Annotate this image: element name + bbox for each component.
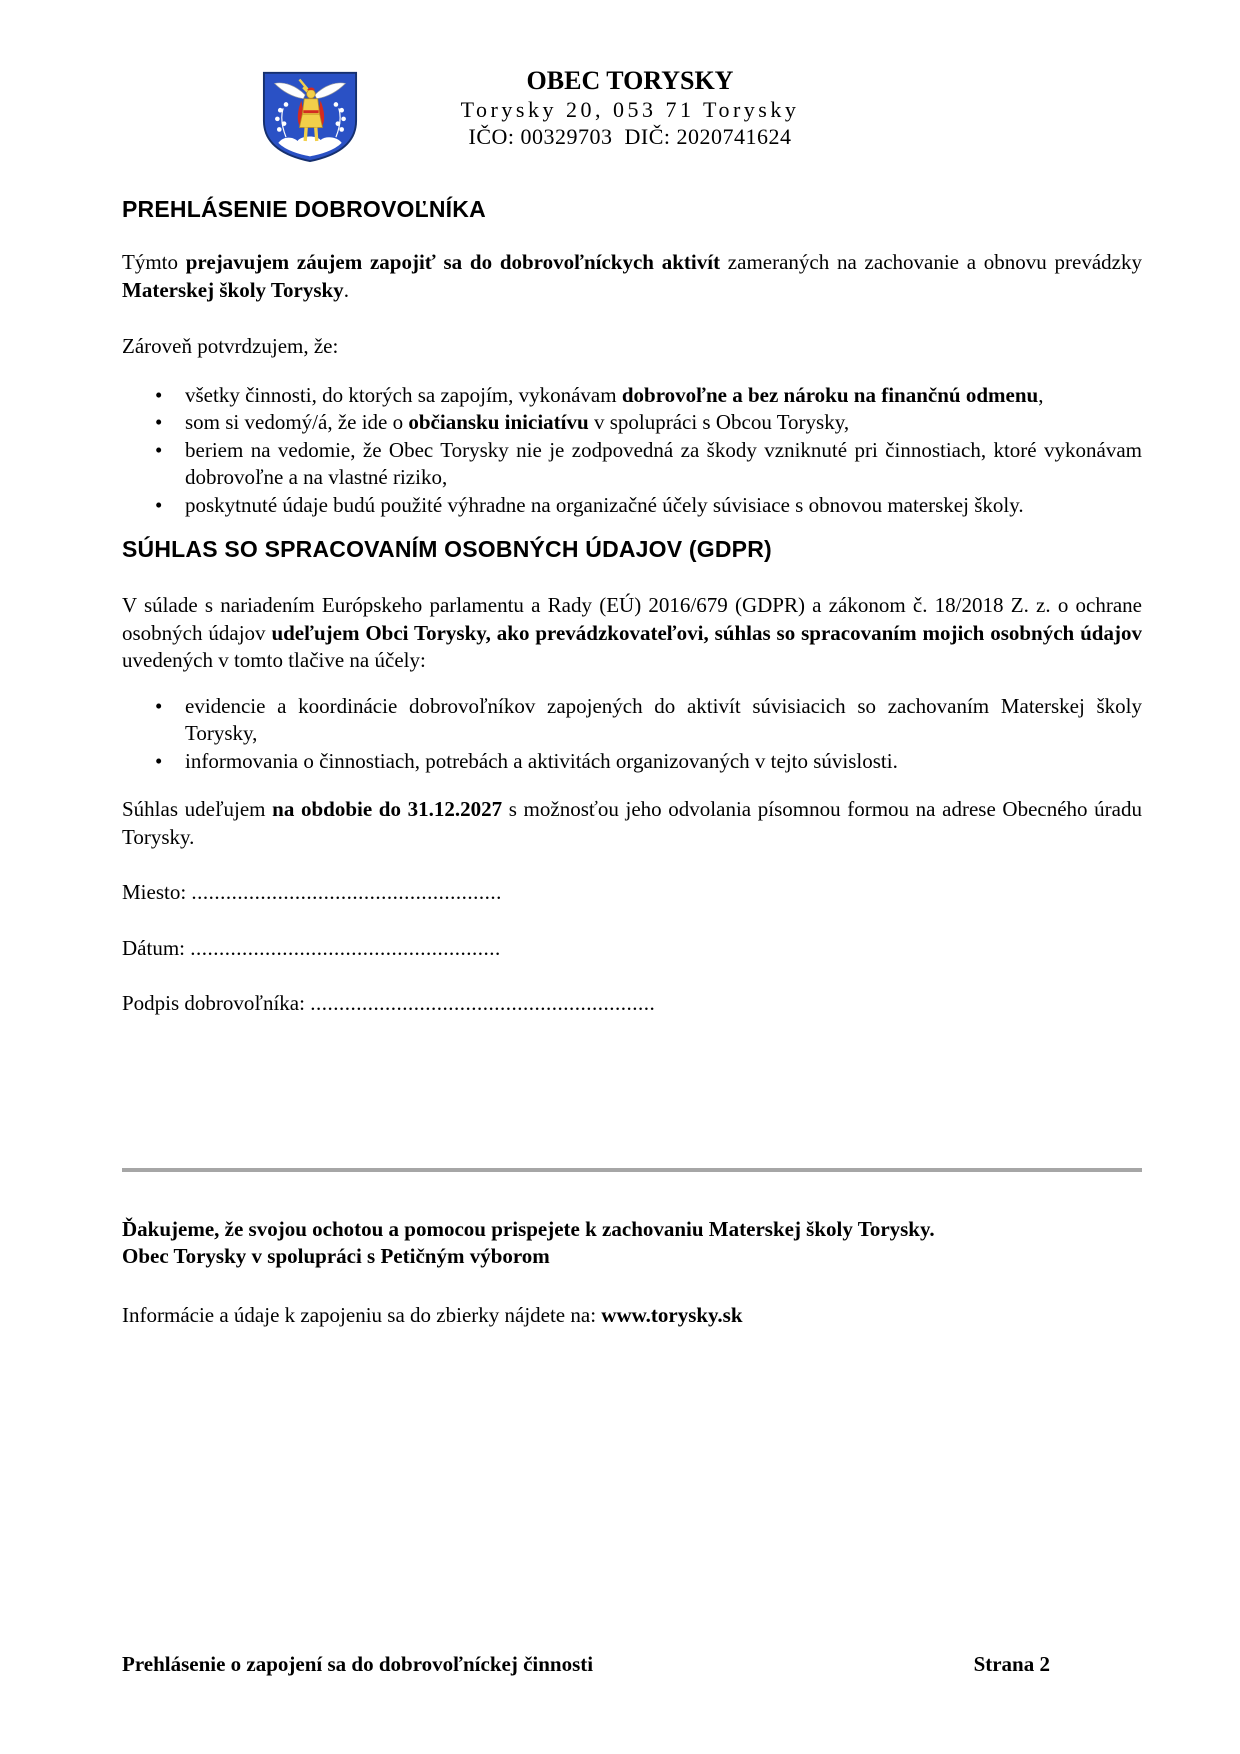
list-item: • evidencie a koordinácie dobrovoľníkov zapojených do aktivít súvisiacich so zachovaním Materskej školy Torysky, [185,693,1142,748]
field-miesto [122,879,1142,907]
field-datum-label: Dátum: [122,935,185,960]
declaration-bullet-list [122,382,1142,520]
letterhead-text [130,66,1130,150]
list-item: • poskytnuté údaje budú použité výhradne na organizačné účely súvisiace s obnovou materskej školy. [185,492,1142,520]
section-divider [122,1168,1142,1172]
section-title-declaration: PREHLÁSENIE DOBROVOĽNÍKA [122,196,486,222]
field-datum [122,935,1142,963]
org-registration: IČO: 00329703 DIČ: 2020741624 [468,124,792,149]
confirmation-lead: Zároveň potvrdzujem, že: [122,334,339,358]
declaration-intro-paragraph: Týmto prejavujem záujem zapojiť sa do dobrovoľníckych aktivít zameraných na zachovanie a obnovu prevádzky Materskej školy Torysky. [122,250,1143,302]
org-address: Torysky 20, 053 71 Torysky [460,97,800,122]
consent-period-paragraph: Súhlas udeľujem na obdobie do 31.12.2027 s možnosťou jeho odvolania písomnou formou na adrese Obecného úradu Torysky. [122,797,1142,849]
org-name: OBEC TORYSKY [526,66,734,95]
field-podpis-label: Podpis dobrovoľníka: [122,991,305,1015]
document-body [122,195,1142,1329]
thanks-line-1: Ďakujeme, že svojou ochotou a pomocou prispejete k zachovaniu Materskej školy Torysky. [122,1216,935,1241]
list-item: • som si vedomý/á, že ide o občiansku iniciatívu v spolupráci s Obcou Torysky, [185,409,1142,437]
gdpr-intro-paragraph: V súlade s nariadením Európskeho parlamentu a Rady (EÚ) 2016/679 (GDPR) a zákonom č. 18/2018 Z. z. o ochrane osobných údajov udeľujem Obci Torysky, ako prevádzkovateľovi, súhlas so spracovaním mojich osobných údajov uvedených v tomto tlačive na účely: [122,593,1142,672]
thanks-paragraph [122,1216,1142,1271]
field-datum-blank: ...................................................... [190,935,501,960]
footer-page-number: Strana 2 [973,1652,1050,1676]
page-footer [122,1652,1142,1677]
info-paragraph: Informácie a údaje k zapojeniu sa do zbierky nájdete na: www.torysky.sk [122,1302,743,1327]
field-podpis [122,990,1142,1018]
list-item: • všetky činnosti, do ktorých sa zapojím, vykonávam dobrovoľne a bez nároku na finančnú odmenu, [185,382,1142,410]
letterhead [0,64,1240,174]
field-podpis-blank: ............................................................ [310,991,656,1015]
field-miesto-label: Miesto: [122,880,187,904]
list-item: • beriem na vedomie, že Obec Torysky nie je zodpovedná za škody vzniknuté pri činnostiach, ktoré vykonávam dobrovoľne a na vlastné riziko, [185,437,1142,492]
footer-document-title: Prehlásenie o zapojení sa do dobrovoľníckej činnosti [122,1652,594,1676]
list-item: • informovania o činnostiach, potrebách a aktivitách organizovaných v tejto súvislosti. [185,748,1142,776]
section-title-gdpr: SÚHLAS SO SPRACOVANÍM OSOBNÝCH ÚDAJOV (GDPR) [122,536,772,562]
field-miesto-blank: ...................................................... [191,880,502,904]
thanks-line-2: Obec Torysky v spolupráci s Petičným výborom [122,1244,550,1268]
gdpr-bullet-list [122,693,1142,776]
